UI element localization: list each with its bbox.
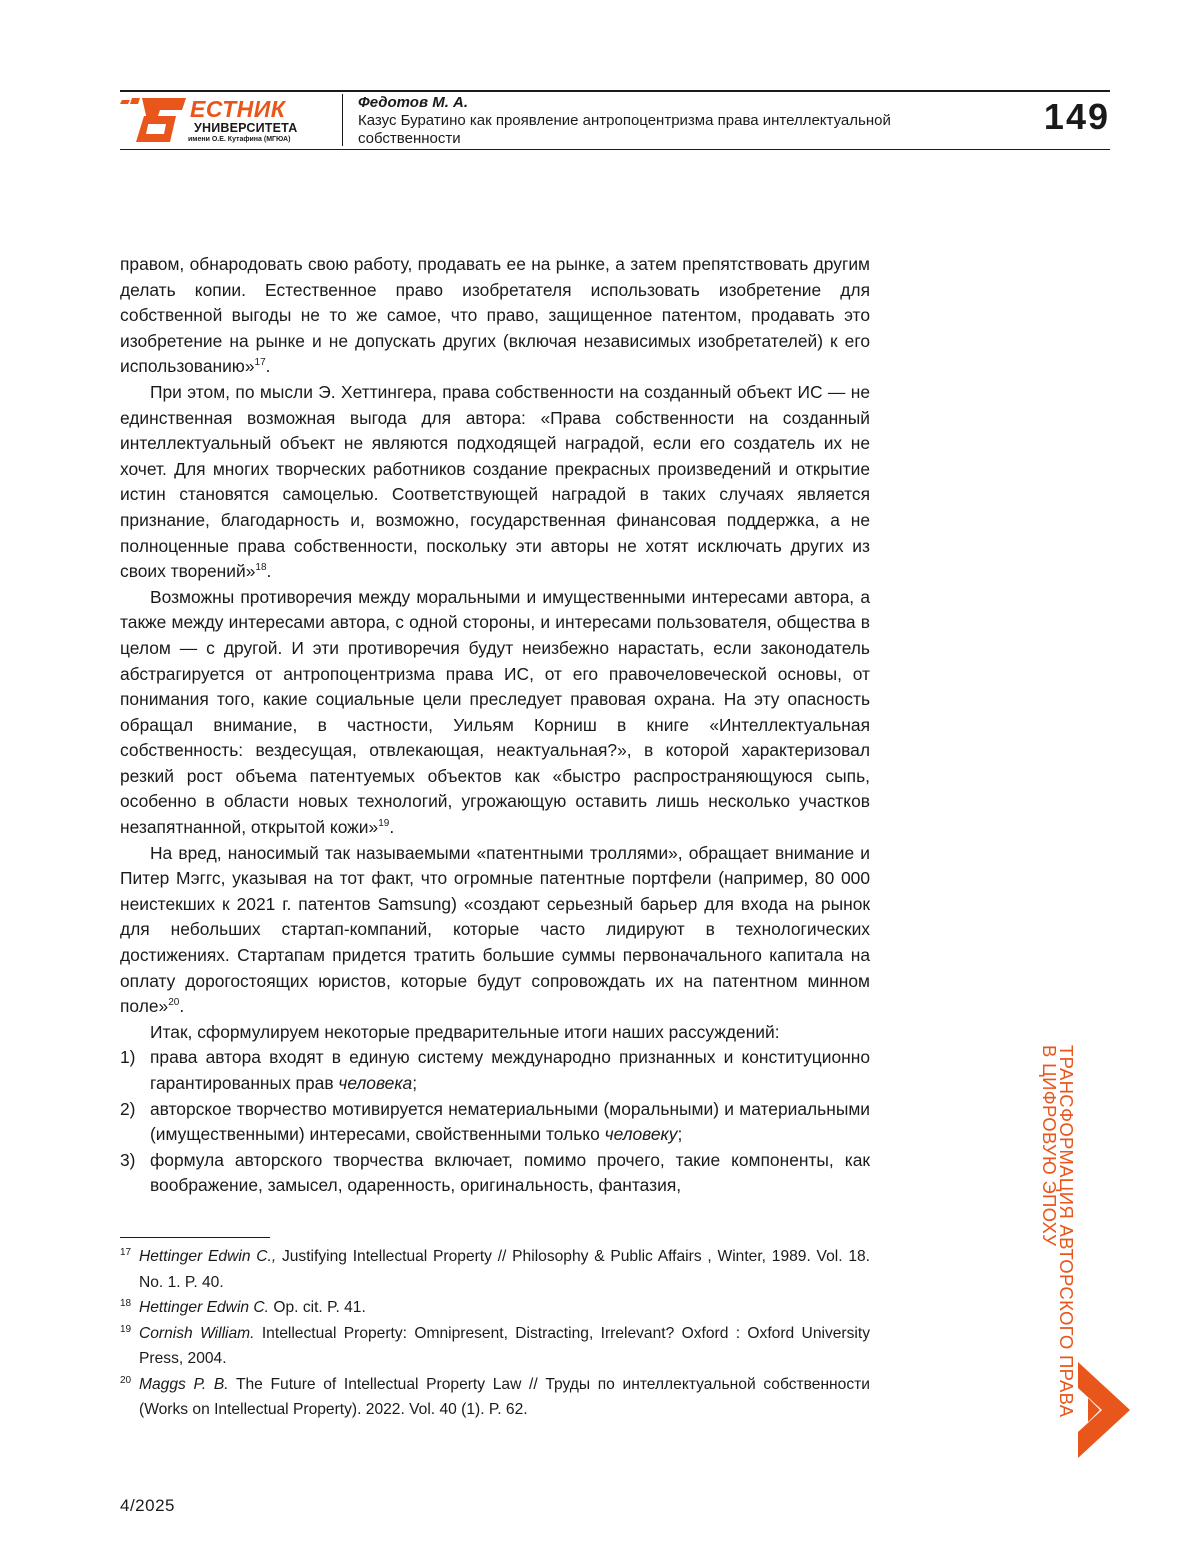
- footnote-ref-19[interactable]: 19: [378, 818, 390, 830]
- page-number: 149: [1043, 96, 1110, 137]
- list-item: 3) формула авторского творчества включает, помимо прочего, такие компоненты, как воображение, замысел, одаренность, оригинальность, фантазия,: [120, 1149, 870, 1196]
- paragraph-2: При этом, по мысли Э. Хеттингера, права собственности на созданный объект ИС — не единственная возможная выгода для автора: «Права собственности на созданный интеллектуальный объект не являются подходящей наградой, если его создатель их не хочет. Для многих творческих работников создание прекрасных произведений и открытие истин становятся самоцелью. Соответствующей наградой в таких случаях является признание, благодарность и, возможно, государственная финансовая поддержка, а не полноценные права собственности, поскольку эти авторы не хотят исключать других из своих творений»$^{18}$.: [120, 381, 870, 582]
- issue-number: 4/2025: [120, 1496, 175, 1515]
- logo-word: ЕСТНИК: [190, 96, 286, 122]
- footnote-ref-20[interactable]: 20: [168, 997, 180, 1009]
- footnote-17: 17 Hettinger Edwin C., Justifying Intellectual Property // Philosophy & Public Affairs , Winter, 1989. Vol. 18. No. 1. P. 40.: [120, 1247, 871, 1291]
- conclusions-list: [120, 1045, 870, 1199]
- header-divider: [342, 94, 343, 146]
- journal-logo: [120, 94, 320, 146]
- footnote-18: 18 Hettinger Edwin C. Op. cit. P. 41.: [120, 1298, 366, 1316]
- list-item: 1) права автора входят в единую систему международно признанных и конституционно гарантированных прав человека;: [120, 1047, 870, 1093]
- chevron-right-icon: [1076, 1362, 1130, 1458]
- paragraph-4: На вред, наносимый так называемыми «патентными троллями», обращает внимание и Питер Мэггс, указывая на тот факт, что огромные патентные портфели (например, 80 000 неистекших к 2021 г. патентов Samsung) «создают серьезный барьер для входа на рынок для небольших стартап-компаний, которые часто лидируют в технологических достижениях. Стартапам придется тратить большие суммы первоначального капитала на оплату дорогостоящих юристов, которые будут сопровождать их на патентном минном поле»$^{20}$.: [120, 842, 870, 1017]
- list-item: 2) авторское творчество мотивируется нематериальными (моральными) и материальными (имущественными) интересами, свойственными только человеку;: [120, 1098, 870, 1145]
- page-header: [120, 90, 1110, 150]
- article-body: [120, 252, 870, 1199]
- header-bottom-rule: [120, 149, 1110, 150]
- running-author: Федотов М. А.: [358, 94, 469, 111]
- footnote-19: 19 Cornish William. Intellectual Property: Omnipresent, Distracting, Irrelevant? Oxford : Oxford University Press, 2004.: [120, 1323, 871, 1367]
- logo-university: УНИВЕРСИТЕТА: [194, 121, 298, 135]
- footnotes: [120, 1244, 870, 1423]
- paragraph-5: Итак, сформулируем некоторые предварительные итоги наших рассуждений:: [150, 1021, 780, 1042]
- footnote-ref-17[interactable]: 17: [254, 357, 266, 369]
- header-top-rule: [120, 90, 1110, 92]
- section-side-tab: ТРАНСФОРМАЦИЯ АВТОРСКОГО ПРАВА В ЦИФРОВУЮ ЭПОХУ: [1039, 1045, 1077, 1418]
- logo-subtitle: имени О.Е. Кутафина (МГЮА): [188, 136, 291, 143]
- paragraph-1: правом, обнародовать свою работу, продавать ее на рынке, а затем препятствовать другим делать копии. Естественное право изобретателя использовать изобретение для собственной выгоды не то же самое, что право, защищенное патентом, продавать это изобретение на рынке и не допускать других (включая независимых изобретателей) к его использованию»$^{17}$.: [120, 254, 870, 377]
- paragraph-3: Возможны противоречия между моральными и имущественными интересами автора, а также между интересами автора, с одной стороны, и интересами пользователя, общества в целом — с другой. И эти противоречия будут неизбежно нарастать, если законодатель абстрагируется от антропоцентризма права ИС, от его правочеловеческой основы, от понимания того, какие социальные цели преследует правовая охрана. На эту опасность обращал внимание, в частности, Уильям Корниш в книге «Интеллектуальная собственность: вездесущая, отвлекающая, неактуальная?», в которой характеризовал резкий рост объема патентуемых объектов как «быстро распространяющуюся сыпь, особенно в области новых технологий, угрожающую оставить лишь несколько участков незапятнанной, открытой кожи»$^{19}$.: [120, 586, 870, 838]
- running-title: Казус Буратино как проявление антропоцентризма права интеллектуальной собственности: [358, 112, 891, 147]
- footnote-ref-18[interactable]: 18: [255, 562, 267, 574]
- footnote-rule: [120, 1237, 270, 1238]
- footnote-20: 20 Maggs P. B. The Future of Intellectual Property Law // Труды по интеллектуальной собственности (Works on Intellectual Property). 2022. Vol. 40 (1). P. 62.: [120, 1374, 870, 1418]
